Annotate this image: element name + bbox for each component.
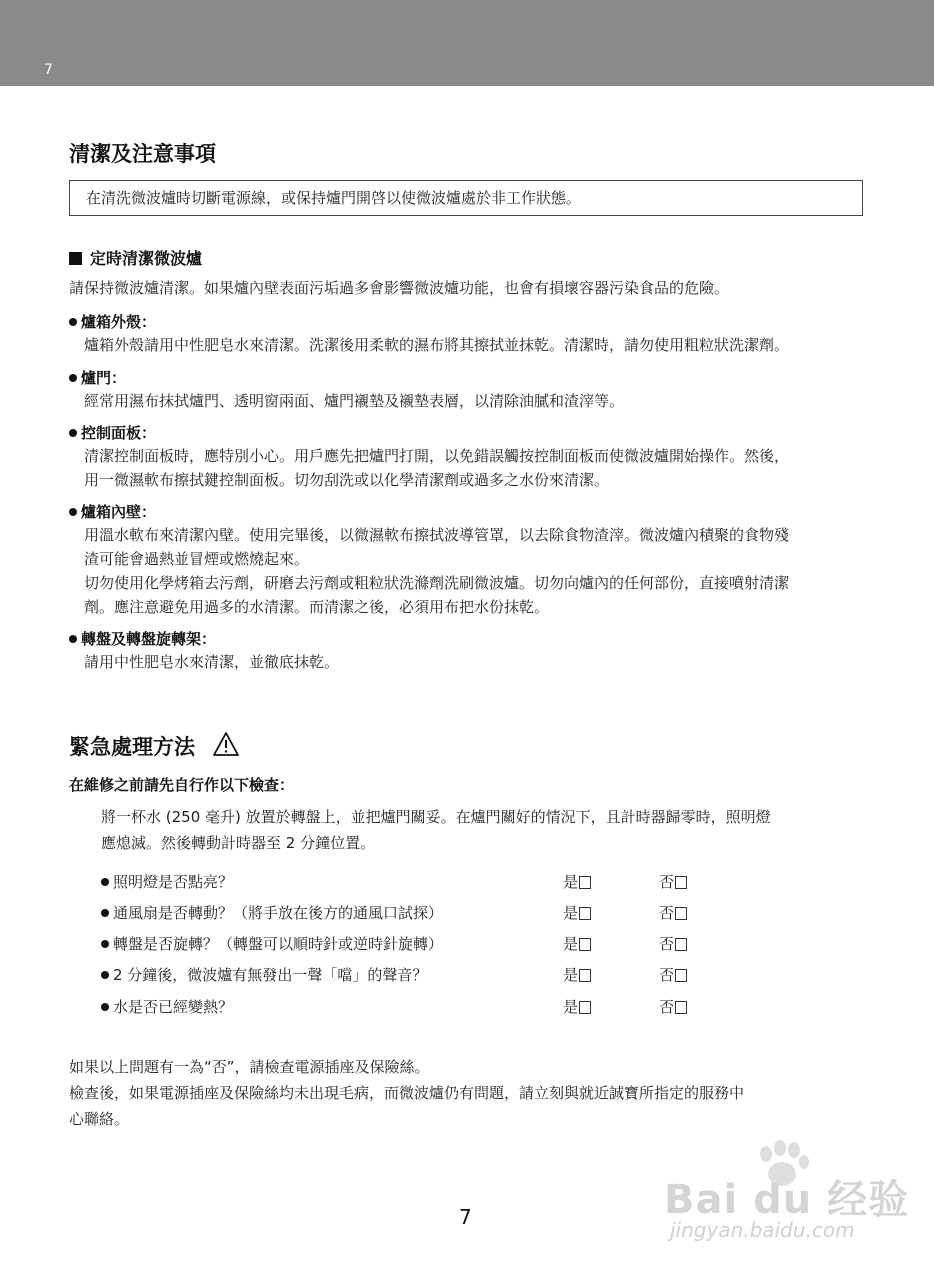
yes-option[interactable]: 是	[563, 933, 591, 954]
cleaning-subtitle	[69, 246, 202, 269]
yes-option[interactable]: 是	[563, 996, 591, 1017]
item-line: 切勿使用化學烤箱去污劑，研磨去污劑或粗粒狀洗滌劑洗刷微波爐。切勿向爐內的任何部份，直接噴射清潔	[84, 574, 790, 592]
bullet-dot-icon	[101, 971, 109, 979]
yes-checkbox[interactable]	[579, 938, 591, 951]
item-heading-text: 爐箱外殼：	[81, 313, 157, 331]
warning-triangle-icon	[212, 731, 240, 757]
square-bullet-icon	[69, 252, 82, 265]
bullet-dot-icon	[69, 635, 77, 643]
check-question: 水是否已經變熱？	[113, 998, 234, 1016]
cleaning-intro: 請保持微波爐清潔。如果爐內壁表面污垢過多會影響微波爐功能，也會有損壞容器污染食品的危險。	[69, 279, 730, 297]
bullet-dot-icon	[69, 508, 77, 516]
header-page-number: 7	[44, 62, 53, 78]
item-line: 渣可能會過熱並冒煙或燃燒起來。	[84, 550, 310, 568]
item-heading-text: 爐箱內壁：	[81, 503, 157, 521]
emergency-title: 緊急處理方法	[69, 735, 195, 759]
check-question: 2 分鐘後，微波爐有無發出一聲「噹」的聲音？	[113, 966, 428, 984]
footer-line: 檢查後，如果電源插座及保險絲均未出現毛病，而微波爐仍有問題，請立刻與就近誠寶所指定的服務中	[69, 1084, 745, 1102]
cleaning-title: 清潔及注意事項	[69, 142, 216, 166]
bullet-dot-icon	[69, 318, 77, 326]
item-line: 劑。應注意避免用過多的水清潔。而清潔之後，必須用布把水份抹乾。	[84, 598, 550, 616]
item-heading-cabinet	[69, 311, 156, 332]
bullet-dot-icon	[69, 374, 77, 382]
no-option[interactable]: 否	[659, 933, 687, 954]
yes-option[interactable]: 是	[563, 964, 591, 985]
item-heading-text: 控制面板：	[81, 424, 157, 442]
item-heading-turntable	[69, 628, 216, 649]
instruction-line: 應熄滅。然後轉動計時器至 2 分鐘位置。	[101, 834, 376, 852]
check-row	[101, 964, 721, 988]
yes-checkbox[interactable]	[579, 907, 591, 920]
no-option[interactable]: 否	[659, 996, 687, 1017]
item-line: 請用中性肥皂水來清潔，並徹底抹乾。	[84, 653, 340, 671]
no-option[interactable]: 否	[659, 964, 687, 985]
footer-line: 心聯絡。	[69, 1110, 130, 1128]
no-checkbox[interactable]	[675, 876, 687, 889]
bullet-dot-icon	[101, 909, 109, 917]
item-heading-text: 爐門：	[81, 369, 127, 387]
instruction-line: 將一杯水 (250 毫升) 放置於轉盤上，並把爐門關妥。在爐門關好的情況下，且計時器歸零時，照明燈	[101, 808, 771, 826]
bullet-dot-icon	[69, 429, 77, 437]
check-row	[101, 902, 721, 926]
bullet-dot-icon	[101, 940, 109, 948]
item-line: 用一微濕軟布擦拭鍵控制面板。切勿刮洗或以化學清潔劑或過多之水份來清潔。	[84, 471, 610, 489]
cleaning-notice-box: 在清洗微波爐時切斷電源線，或保持爐門開啓以使微波爐處於非工作狀態。	[69, 180, 863, 216]
bullet-dot-icon	[101, 878, 109, 886]
item-heading-text: 轉盤及轉盤旋轉架：	[81, 630, 217, 648]
watermark-main-text: Bai du 经验	[664, 1177, 910, 1223]
item-line: 經常用濕布抹拭爐門、透明窗兩面、爐門襯墊及襯墊表層，以清除油膩和渣滓等。	[84, 392, 625, 410]
no-checkbox[interactable]	[675, 1001, 687, 1014]
check-row	[101, 933, 721, 957]
baidu-watermark	[660, 1140, 910, 1250]
check-question: 通風扇是否轉動？（將手放在後方的通風口試探）	[113, 904, 444, 922]
yes-option[interactable]: 是	[563, 871, 591, 892]
emergency-subtitle: 在維修之前請先自行作以下檢查：	[69, 776, 295, 794]
item-heading-control-panel	[69, 422, 156, 443]
header-bar	[0, 0, 934, 86]
yes-checkbox[interactable]	[579, 1001, 591, 1014]
no-checkbox[interactable]	[675, 969, 687, 982]
item-line: 爐箱外殼請用中性肥皂水來清潔。洗潔後用柔軟的濕布將其擦拭並抹乾。清潔時，請勿使用粗粒狀洗潔劑。	[84, 336, 790, 354]
yes-checkbox[interactable]	[579, 969, 591, 982]
footer-line: 如果以上問題有一為“否”，請檢查電源插座及保險絲。	[69, 1058, 430, 1076]
item-line: 用溫水軟布來清潔內壁。使用完畢後，以微濕軟布擦拭波導管罩，以去除食物渣滓。微波爐內積聚的食物殘	[84, 526, 790, 544]
bullet-dot-icon	[101, 1003, 109, 1011]
watermark-url: jingyan.baidu.com	[670, 1218, 855, 1242]
no-checkbox[interactable]	[675, 907, 687, 920]
check-question: 照明燈是否點亮？	[113, 873, 234, 891]
cleaning-subtitle-text: 定時清潔微波爐	[90, 249, 203, 268]
page-number: 7	[459, 1205, 472, 1229]
no-option[interactable]: 否	[659, 902, 687, 923]
no-checkbox[interactable]	[675, 938, 687, 951]
no-option[interactable]: 否	[659, 871, 687, 892]
item-line: 清潔控制面板時，應特別小心。用戶應先把爐門打開，以免錯誤觸按控制面板而使微波爐開始操作。然後，	[84, 447, 790, 465]
yes-option[interactable]: 是	[563, 902, 591, 923]
item-heading-interior	[69, 501, 156, 522]
yes-checkbox[interactable]	[579, 876, 591, 889]
check-row	[101, 871, 721, 895]
check-question: 轉盤是否旋轉？（轉盤可以順時針或逆時針旋轉）	[113, 935, 444, 953]
check-row	[101, 996, 721, 1020]
item-heading-door	[69, 367, 126, 388]
